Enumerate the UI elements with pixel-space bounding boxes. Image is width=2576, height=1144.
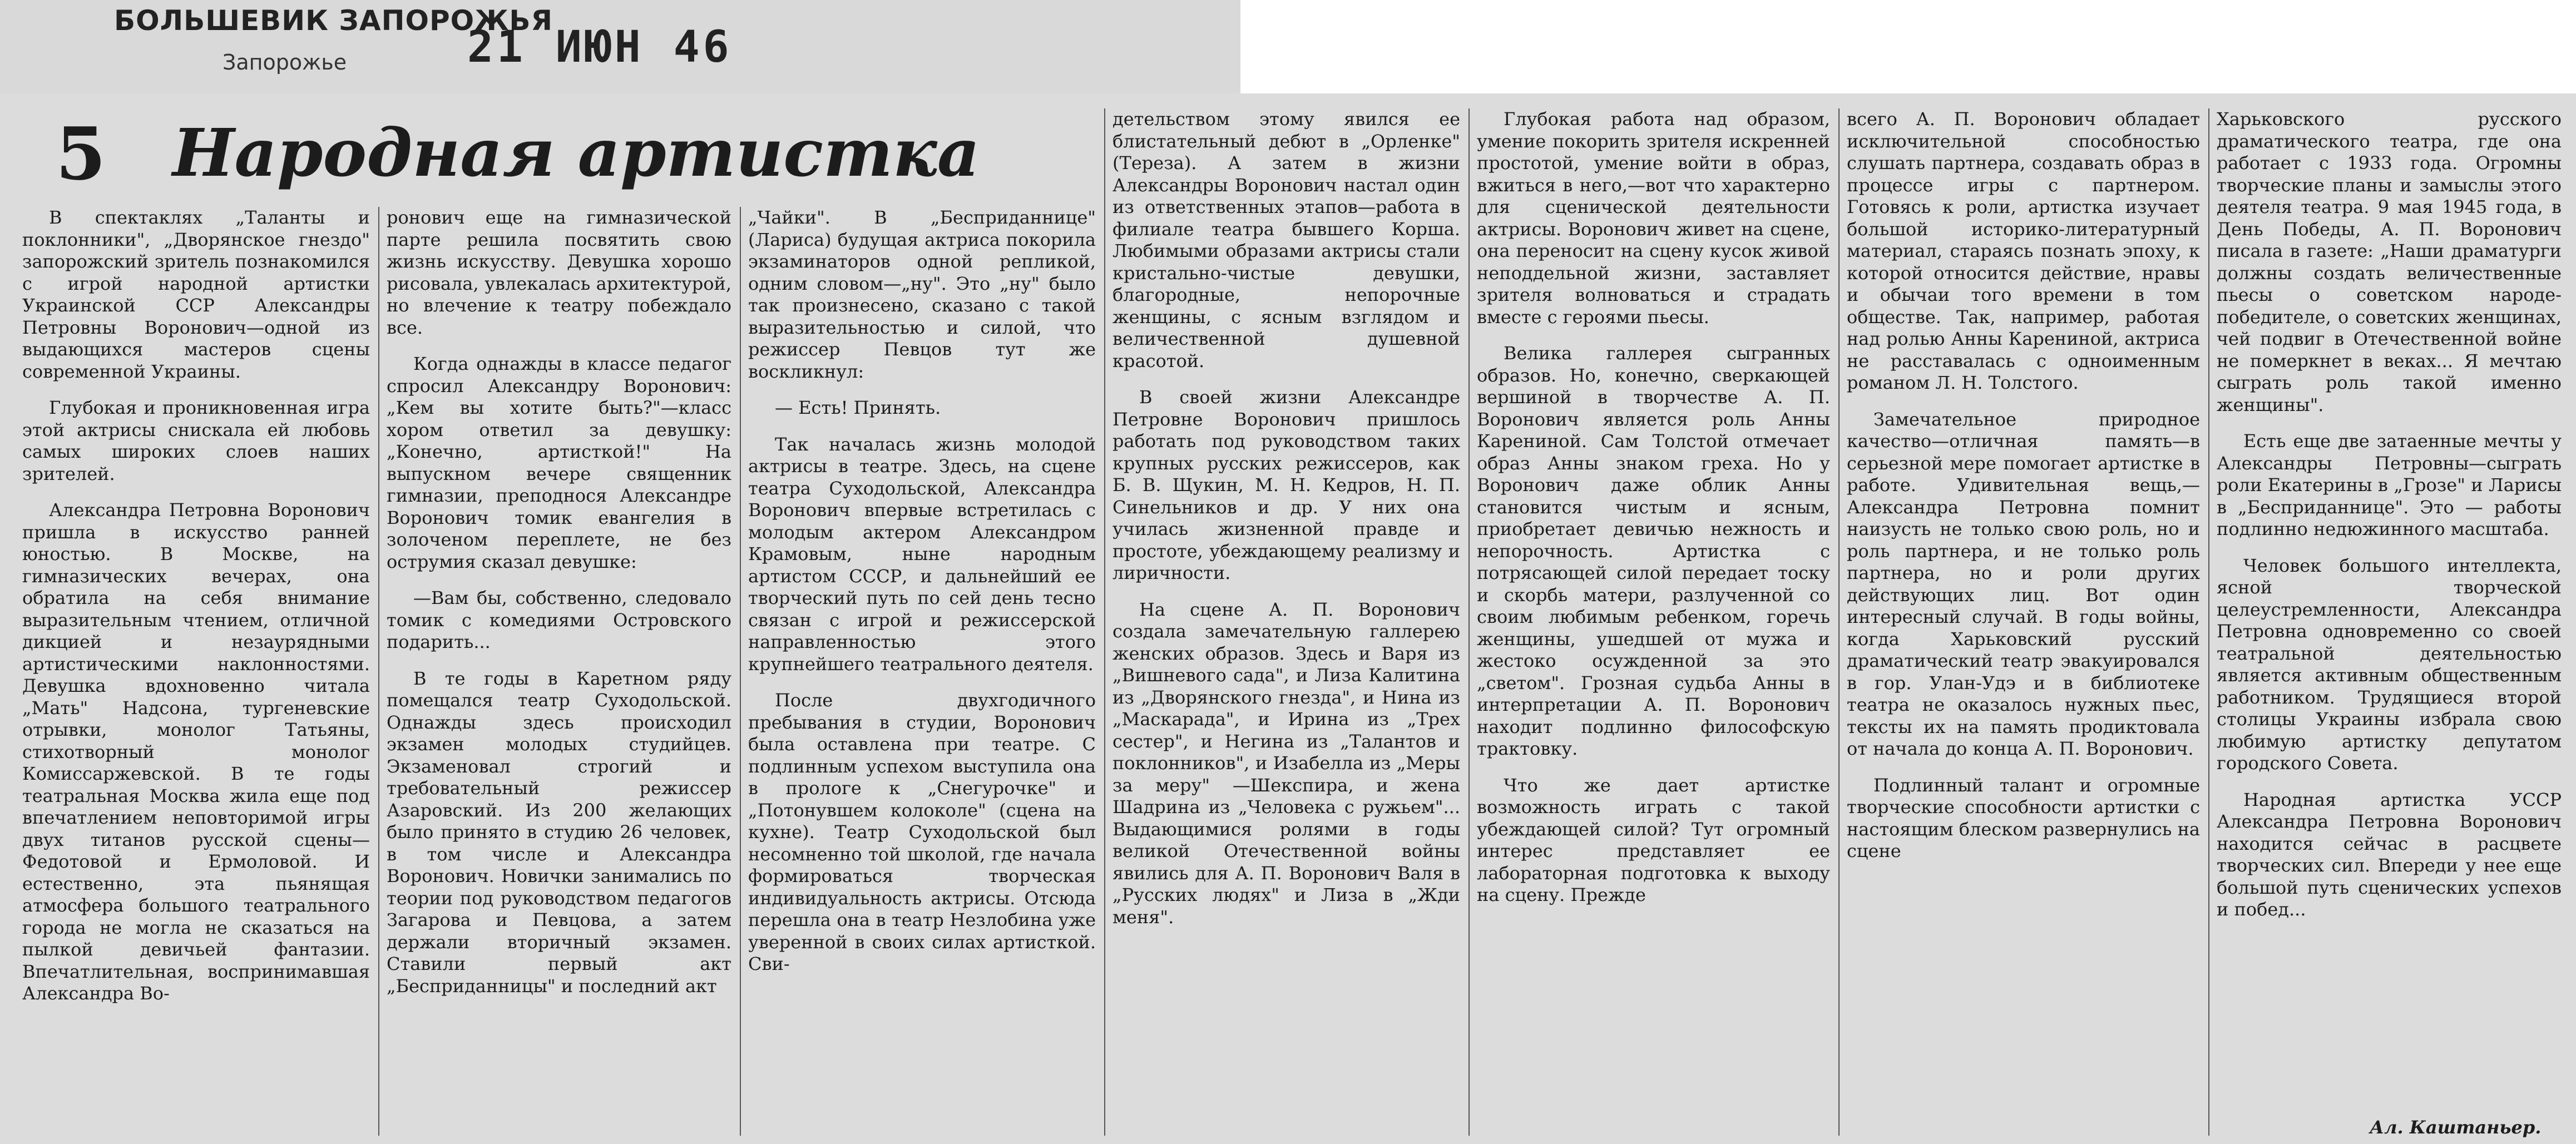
article-column-5 xyxy=(1477,108,1830,1141)
paragraph: Подлинный талант и огромные творческие способности артистки с настоящим блеском развернулись на сцене xyxy=(1847,774,2200,861)
handwritten-number: 5 xyxy=(56,111,106,196)
paragraph: На сцене А. П. Воронович создала замечательную галлерею женских образов. Здесь и Варя из „Вишневого сада", и Лиза Калитина из „Дворянского гнезда", и Нина из „Маскарада", и Ирина из „Трех сестер", и Негина из „Талантов и поклонников", и Изабелла из „Меры за меру" —Шекспира, и жена Шадрина из „Человека с ружьем"... Выдающимися ролями в годы великой Отечественной войны явились для А. П. Воронович Валя в „Русских людях" и Лиза в „Жди меня". xyxy=(1113,598,1460,928)
paragraph: Так началась жизнь молодой актрисы в театре. Здесь, на сцене театра Суходольской, Александра Воронович впервые встретилась с молодым актером Александром Крамовым, ныне народным артистом СССР, и дальнейший ее творческий путь по сей день тесно связан с игрой и режиссерской направленностью этого крупнейшего театрального деятеля. xyxy=(748,433,1096,675)
column-divider xyxy=(1469,108,1470,1136)
paragraph: Человек большого интеллекта, ясной творческой целеустремленности, Александра Петровна одновременно со своей театральной деятельностью является активным общественным работником. Трудящиеся второй столицы Украины избрала свою любимую артистку депутатом городского Совета. xyxy=(2217,554,2562,774)
column-divider xyxy=(740,207,741,1136)
article-headline xyxy=(39,111,1096,195)
date-stamp: 21 ИЮН 46 xyxy=(467,22,733,72)
newspaper-stamp: БОЛЬШЕВИК ЗАПОРОЖЬЯ xyxy=(114,4,553,37)
paragraph: Александра Петровна Воронович пришла в искусство ранней юностью. В Москве, на гимназических вечерах, она обратила на себя внимание выразительным чтением, отличной дикцией и незаурядными артистическими наклонностями. Девушка вдохновенно читала „Мать" Надсона, тургеневские отрывки, монолог Татьяны, стихотворный монолог Комиссаржевской. В те годы театральная Москва жила еще под впечатлением неповторимой игры двух титанов русской сцены—Федотовой и Ермоловой. И естественно, эта пьянящая атмосфера большого театрального города не могла не сказаться на пылкой девичьей фантазии. Впечатлительная, воспринимавшая Александра Во- xyxy=(22,499,370,1004)
paragraph: В своей жизни Александре Петровне Воронович пришлось работать под руководством таких крупных русских режиссеров, как Б. В. Щукин, М. Н. Кедров, Н. П. Синельников и др. У них она училась жизненной правде и простоте, убеждающему реализму и лиричности. xyxy=(1113,387,1460,583)
article-title: Народная артистка xyxy=(172,114,980,191)
paragraph: После двухгодичного пребывания в студии, Воронович была оставлена при театре. С подлинным успехом выступила она в прологе к „Снегурочке" и „Потонувшем колоколе" (сцена на кухне). Театр Суходольской был несомненно той школой, где начала формироваться творческая индивидуальность актрисы. Отсюда перешла она в театр Незлобина уже уверенной в своих силах артисткой. Сви- xyxy=(748,690,1096,974)
paragraph: ронович еще на гимназической парте решила посвятить свою жизнь искусству. Девушка хорошо рисовала, увлекалась архитектурой, но влечение к театру побеждало все. xyxy=(387,207,731,338)
paragraph: Велика галлерея сыгранных образов. Но, конечно, сверкающей вершиной в творчестве А. П. Воронович является роль Анны Карениной. Сам Толстой отмечает образ Анны знаком греха. Но у Воронович даже облик Анны становится чистым и ясным, приобретает девичью нежность и непорочность. Артистка с потрясающей силой передает тоску и скорбь матери, разлученной со своим любимым ребенком, горечь женщины, ушедшей от мужа и жестоко осужденной за это „светом". Грозная судьба Анны в интерпретации А. П. Воронович находит подлинно философскую трактовку. xyxy=(1477,343,1830,759)
column-divider xyxy=(1838,108,1840,1136)
author-signature: Ал. Каштаньер. xyxy=(2370,1117,2542,1138)
paragraph: —Вам бы, собственно, следовало томик с комедиями Островского подарить... xyxy=(387,587,731,652)
article-column-2 xyxy=(387,207,731,1141)
article-column-1 xyxy=(22,207,370,1141)
paragraph: В те годы в Каретном ряду помещался театр Суходольской. Однажды здесь происходил экзамен молодых студийцев. Экзаменовал строгий и требовательный режиссер Азаровский. Из 200 желающих было принято в студию 26 человек, в том числе и Александра Воронович. Новички занимались по теории под руководством педагогов Загарова и Певцова, а затем держали вторичный экзамен. Ставили первый акт „Бесприданницы" и последний акт xyxy=(387,667,731,997)
article-column-6 xyxy=(1847,108,2200,1141)
column-divider xyxy=(2208,108,2209,1136)
column-divider xyxy=(1104,108,1105,1136)
clipping-label xyxy=(0,0,1240,93)
paragraph: Есть еще две затаенные мечты у Александры Петровны—сыграть роли Екатерины в „Грозе" и Ларисы в „Бесприданнице". Это — работы подлинно недюжинного масштаба. xyxy=(2217,430,2562,539)
paragraph: Народная артистка УССР Александра Петровна Воронович находится сейчас в расцвете творческих сил. Впереди у нее еще большой путь сценических успехов и побед... xyxy=(2217,789,2562,920)
article-column-4 xyxy=(1113,108,1460,1141)
article-column-3 xyxy=(748,207,1096,1141)
article-column-7 xyxy=(2217,108,2562,1110)
paragraph: — Есть! Принять. xyxy=(775,397,941,418)
paragraph: Когда однажды в классе педагог спросил Александру Воронович: „Кем вы хотите быть?"—класс хором ответил за девушку: „Конечно, артисткой!" На выпускном вечере священник гимназии, преподнося Александре Воронович томик евангелия в золоченом переплете, не без острумия сказал девушке: xyxy=(387,353,731,572)
paragraph: „Чайки". В „Бесприданнице" (Лариса) будущая актриса покорила экзаминаторов одной репликой, одним словом—„ну". Это „ну" было так произнесено, сказано с такой выразительностью и силой, что режиссер Певцов тут же воскликнул: xyxy=(748,207,1096,382)
paragraph: Харьковского русского драматического театра, где она работает с 1933 года. Огромны творческие планы и замыслы этого деятеля театра. 9 мая 1945 года, в День Победы, А. П. Воронович писала в газете: „Наши драматурги должны создать величественные пьесы о советском народе-победителе, о советских женщинах, чей подвиг в Отечественной войне не померкнет в веках... Я мечтаю сыграть роль такой именно женщины". xyxy=(2217,108,2562,415)
paragraph: детельством этому явился ее блистательный дебют в „Орленке" (Тереза). А затем в жизни Александры Воронович настал один из ответственных этапов—работа в филиале театра бывшего Корша. Любимыми образами актрисы стали кристально-чистые девушки, благородные, непорочные женщины, с ясным взглядом и величественной душевной красотой. xyxy=(1113,108,1460,372)
column-divider xyxy=(378,207,379,1136)
paragraph: Глубокая работа над образом, умение покорить зрителя искренней простотой, умение войти в образ, вжиться в него,—вот что характерно для сценической деятельности актрисы. Воронович живет на сцене, она переносит на сцену кусок живой неподдельной жизни, заставляет зрителя волноваться и страдать вместе с героями пьесы. xyxy=(1477,108,1830,328)
city-stamp: Запорожье xyxy=(223,50,347,75)
paragraph: В спектаклях „Таланты и поклонники", „Дворянское гнездо" запорожский зритель познакомился с игрой народной артистки Украинской ССР Александры Петровны Воронович—одной из выдающихся мастеров сцены современной Украины. xyxy=(22,207,370,382)
paragraph: Глубокая и проникновенная игра этой актрисы снискала ей любовь самых широких слоев наших зрителей. xyxy=(22,397,370,484)
paragraph: всего А. П. Воронович обладает исключительной способностью слушать партнера, создавать образ в процессе игры с партнером. Готовясь к роли, артистка изучает большой историко-литературный материал, стараясь познать эпоху, к которой относится действие, нравы и обычаи того времени в том обществе. Так, например, работая над ролью Анны Карениной, актриса не расставалась с одноименным романом Л. Н. Толстого. xyxy=(1847,108,2200,393)
paragraph: Что же дает артистке возможность играть с такой убеждающей силой? Тут огромный интерес представляет ее лабораторная подготовка к выходу на сцену. Прежде xyxy=(1477,774,1830,905)
paragraph: Замечательное природное качество—отличная память—в серьезной мере помогает артистке в работе. Удивительная вещь,—Александра Петровна помнит наизусть не только свою роль, но и роль партнера, и не только роль партнера, но и роли других действующих лиц. Вот один интересный случай. В годы войны, когда Харьковский русский драматический театр эвакуировался в гор. Улан-Удэ и в библиотеке театра не оказалось нужных пьес, тексты их на память продиктовала от начала до конца А. П. Воронович. xyxy=(1847,408,2200,759)
